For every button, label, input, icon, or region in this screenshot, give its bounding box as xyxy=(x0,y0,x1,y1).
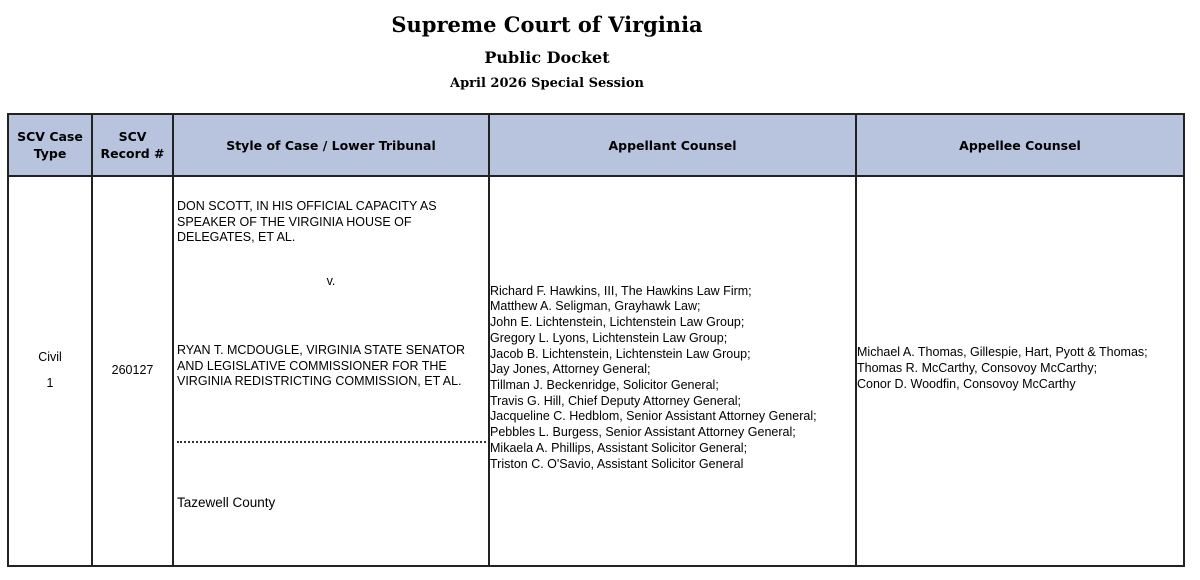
court-name: Supreme Court of Virginia xyxy=(391,12,703,37)
case-number: 1 xyxy=(46,376,54,390)
session-title: April 2026 Special Session xyxy=(450,76,644,91)
dotted-divider xyxy=(177,441,486,443)
counsel-line: Conor D. Woodfin, Consovoy McCarthy xyxy=(857,376,1076,391)
column-header-case-type: SCV Case Type xyxy=(8,114,92,176)
docket-table xyxy=(7,113,1185,567)
appellee-party: RYAN T. MCDOUGLE, VIRGINIA STATE SENATOR AND LEGISLATIVE COMMISSIONER FOR THE VIRGINIA REDISTRICTING COMMISSION, ET AL. xyxy=(177,343,466,389)
counsel-line: Jacob B. Lichtenstein, Lichtenstein Law Group; xyxy=(490,346,751,361)
appellee-counsel-cell xyxy=(856,176,1184,566)
appellant-party: DON SCOTT, IN HIS OFFICIAL CAPACITY AS SPEAKER OF THE VIRGINIA HOUSE OF DELEGATES, ET AL. xyxy=(177,199,437,245)
counsel-line: Triston C. O'Savio, Assistant Solicitor General xyxy=(490,456,744,471)
case-type: Civil xyxy=(38,350,62,365)
counsel-line: Gregory L. Lyons, Lichtenstein Law Group; xyxy=(490,330,728,345)
record-number: 260127 xyxy=(92,176,173,566)
counsel-line: Pebbles L. Burgess, Senior Assistant Attorney General; xyxy=(490,425,796,440)
counsel-line: Thomas R. McCarthy, Consovoy McCarthy; xyxy=(857,361,1098,376)
appellant-counsel-list xyxy=(490,284,855,472)
column-header-style: Style of Case / Lower Tribunal xyxy=(173,114,489,176)
column-header-record: SCV Record # xyxy=(92,114,173,176)
appellee-counsel-list xyxy=(857,345,1183,392)
counsel-line: John E. Lichtenstein, Lichtenstein Law Group; xyxy=(490,315,745,330)
versus-label: v. xyxy=(326,274,336,288)
docket-title: Public Docket xyxy=(484,48,610,67)
counsel-line: Jay Jones, Attorney General; xyxy=(490,362,651,377)
column-header-appellee-counsel: Appellee Counsel xyxy=(856,114,1184,176)
counsel-line: Richard F. Hawkins, III, The Hawkins Law Firm; xyxy=(490,283,752,298)
style-of-case-cell xyxy=(173,176,489,566)
counsel-line: Tillman J. Beckenridge, Solicitor General; xyxy=(490,378,719,392)
counsel-line: Jacqueline C. Hedblom, Senior Assistant Attorney General; xyxy=(490,409,817,424)
case-type-cell xyxy=(8,176,92,566)
appellant-counsel-cell xyxy=(489,176,856,566)
table-row xyxy=(8,176,1184,566)
counsel-line: Mikaela A. Phillips, Assistant Solicitor General; xyxy=(490,440,748,455)
counsel-line: Matthew A. Seligman, Grayhawk Law; xyxy=(490,299,701,314)
counsel-line: Michael A. Thomas, Gillespie, Hart, Pyott & Thomas; xyxy=(857,345,1148,360)
column-header-appellant-counsel: Appellant Counsel xyxy=(489,114,856,176)
table-header-row xyxy=(8,114,1184,176)
lower-tribunal: Tazewell County xyxy=(177,495,276,510)
counsel-line: Travis G. Hill, Chief Deputy Attorney General; xyxy=(490,393,742,408)
